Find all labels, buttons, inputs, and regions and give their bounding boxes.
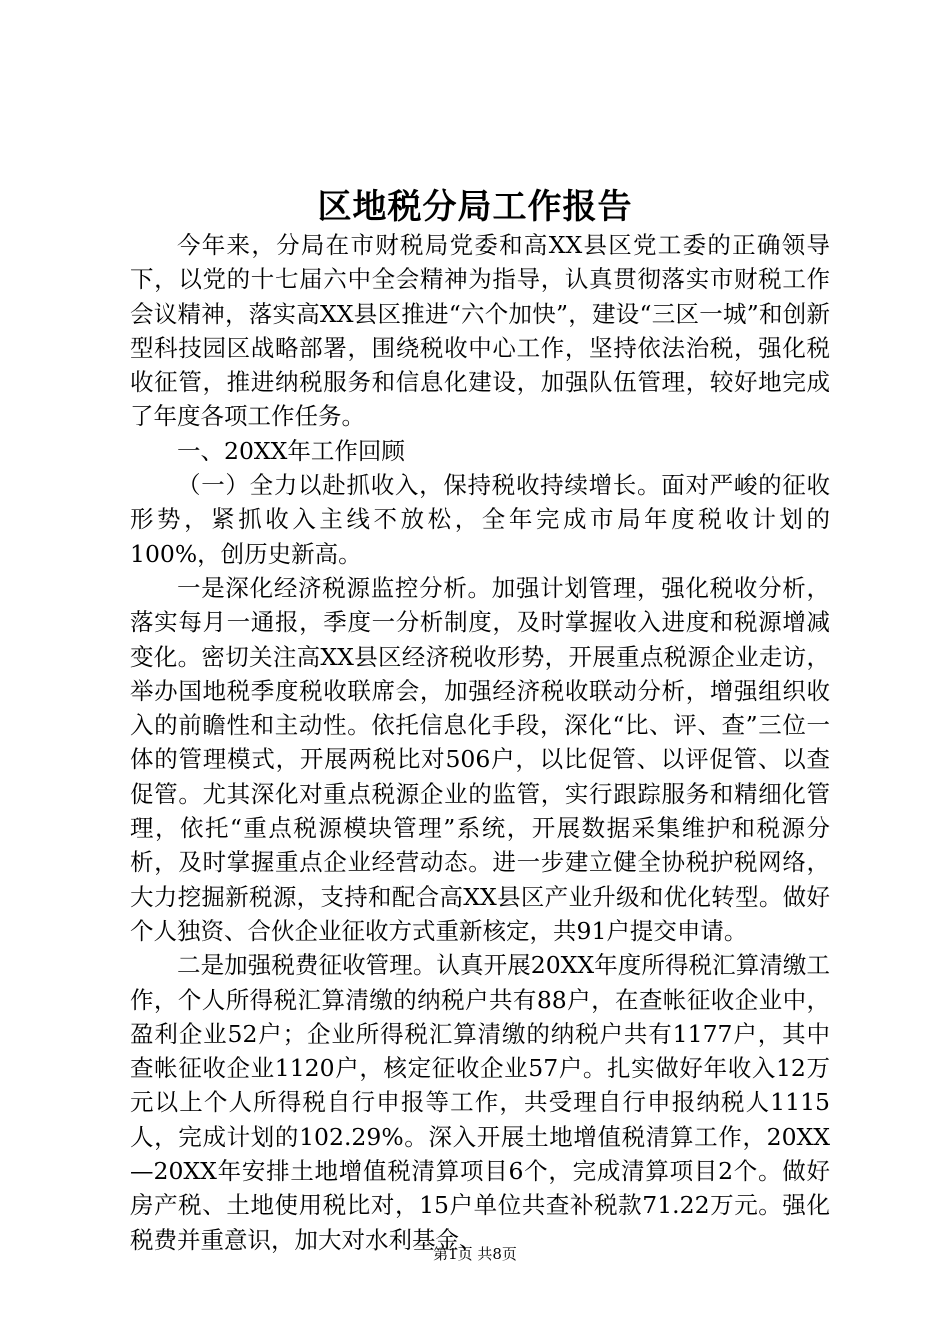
paragraph-subsection-1: （一）全力以赴抓收入，保持税收持续增长。面对严峻的征收形势，紧抓收入主线不放松，全年完成市局年度税收计划的100%，创历史新高。 [130,471,830,568]
page-footer: 第1页 共8页 [433,1245,517,1263]
paragraph-intro: 今年来，分局在市财税局党委和高XX县区党工委的正确领导下，以党的十七届六中全会精神为指导，认真贯彻落实市财税工作会议精神，落实高XX县区推进“六个加快”，建设“三区一城”和创新型科技园区战略部署，围绕税收中心工作，坚持依法治税，强化税收征管，推进纳税服务和信息化建设，加强队伍管理，较好地完成了年度各项工作任务。 [130,231,830,431]
document-title: 区地税分局工作报告 [317,187,633,227]
document-body [130,228,830,1257]
section-heading: 一、20XX年工作回顾 [177,436,405,465]
paragraph-item-1: 一是深化经济税源监控分析。加强计划管理，强化税收分析，落实每月一通报，季度一分析制度，及时掌握收入进度和税源增减变化。密切关注高XX县区经济税收形势，开展重点税源企业走访，举办国地税季度税收联席会，加强经济税收联动分析，增强组织收入的前瞻性和主动性。依托信息化手段，深化“比、评、查”三位一体的管理模式，开展两税比对506户，以比促管、以评促管、以查促管。尤其深化对重点税源企业的监管，实行跟踪服务和精细化管理，依托“重点税源模块管理”系统，开展数据采集维护和税源分析，及时掌握重点企业经营动态。进一步建立健全协税护税网络，大力挖掘新税源，支持和配合高XX县区产业升级和优化转型。做好个人独资、合伙企业征收方式重新核定，共91户提交申请。 [130,573,830,945]
paragraph-item-2: 二是加强税费征收管理。认真开展20XX年度所得税汇算清缴工作，个人所得税汇算清缴的纳税户共有88户，在查帐征收企业中，盈利企业52户；企业所得税汇算清缴的纳税户共有1177户，其中查帐征收企业1120户，核定征收企业57户。扎实做好年收入12万元以上个人所得税自行申报等工作，共受理自行申报纳税人1115人，完成计划的102.29%。深入开展土地增值税清算工作，20XX—20XX年安排土地增值税清算项目6个，完成清算项目2个。做好房产税、土地使用税比对，15户单位共查补税款71.22万元。强化税费并重意识，加大对水利基金、 [130,951,830,1254]
